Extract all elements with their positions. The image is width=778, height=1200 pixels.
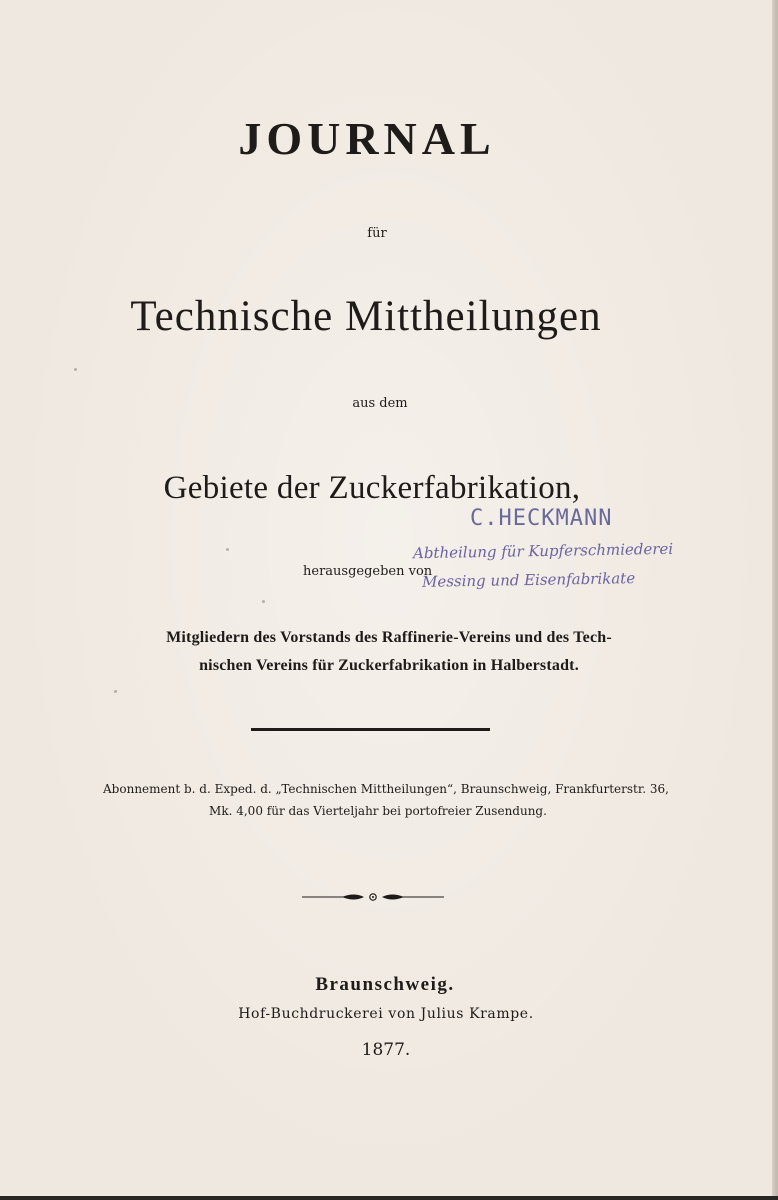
aus-dem-text: aus dem: [352, 396, 408, 411]
printer-text: Hof-Buchdruckerei von Julius Krampe.: [238, 1006, 534, 1022]
journal-subtitle: Technische Mittheilungen: [130, 293, 602, 340]
journal-title: JOURNAL: [238, 113, 496, 164]
herausgegeben-text: herausgegeben von: [303, 564, 433, 579]
paper-speck: [114, 690, 117, 693]
paper-speck: [74, 368, 77, 371]
bottom-edge: [0, 1196, 778, 1200]
paper-speck: [226, 548, 229, 551]
subscription-line1: Abonnement b. d. Exped. d. „Technischen Mittheilungen“, Braunschweig, Frankfurterstr. 36,: [103, 782, 669, 796]
fuer-text: für: [367, 226, 387, 241]
year-text: 1877.: [361, 1040, 411, 1060]
paper-speck: [262, 600, 265, 603]
editors-block: [0, 624, 778, 680]
handwritten-note-line1: Abtheilung für Kupferschmiederei: [412, 539, 674, 563]
field-title: Gebiete der Zuckerfabrikation,: [163, 470, 581, 506]
owner-stamp: C.HECKMANN: [470, 506, 613, 531]
editors-line1: Mitgliedern des Vorstands des Raffinerie-Vereins und des Tech-: [166, 629, 612, 646]
editors-line2: nischen Vereins für Zuckerfabrikation in Halberstadt.: [199, 657, 579, 674]
subscription-block: [0, 778, 778, 822]
ornament-divider-icon: [302, 889, 444, 905]
subscription-line2: Mk. 4,00 für das Vierteljahr bei portofreier Zusendung.: [209, 804, 547, 818]
handwritten-note-line2: Messing und Eisenfabrikate: [421, 569, 636, 591]
city-text: Braunschweig.: [315, 974, 455, 995]
horizontal-rule: [251, 728, 490, 731]
page-edge: [772, 0, 778, 1200]
